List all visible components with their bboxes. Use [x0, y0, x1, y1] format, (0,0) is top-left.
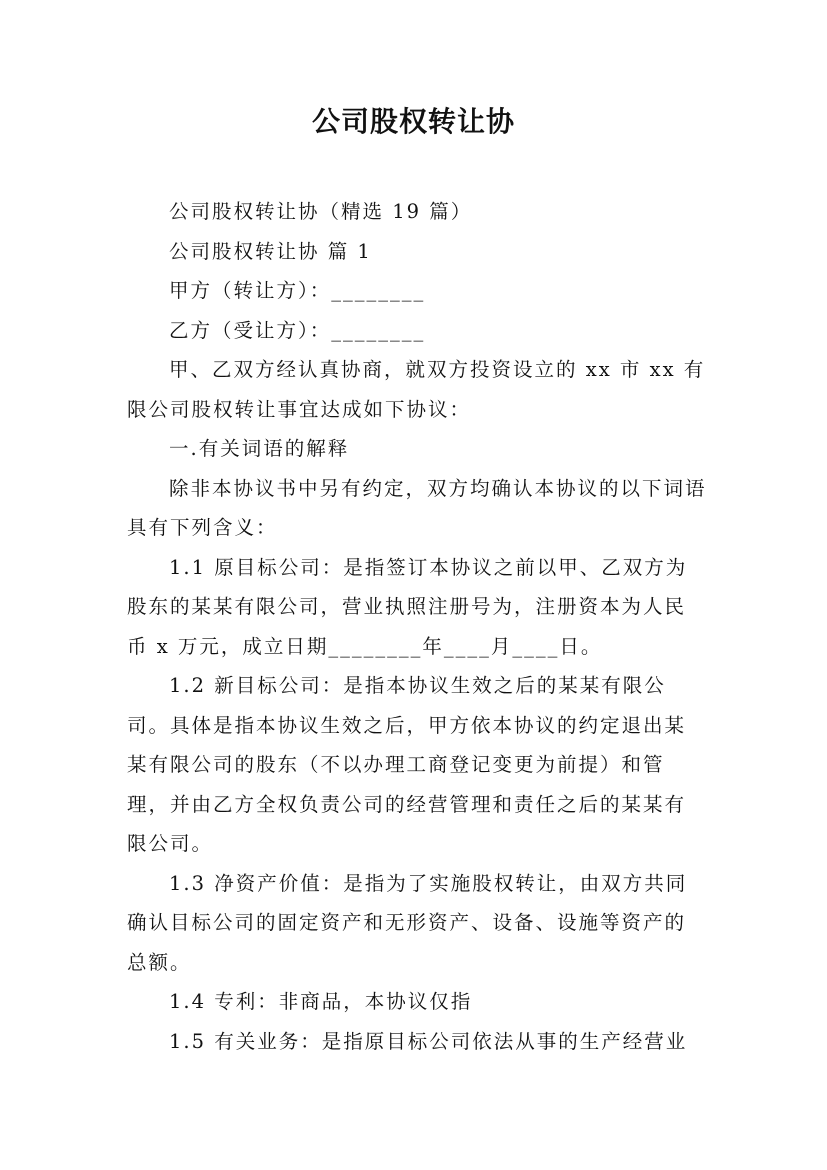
paragraph-clause-1-1: 1.1 原目标公司：是指签订本协议之前以甲、乙双方为股东的某某有限公司，营业执照注册号为，注册资本为人民币 x 万元，成立日期________年____月____日。 — [127, 555, 688, 658]
paragraph-section-heading: 公司股权转让协 篇 1 — [169, 239, 372, 263]
document-body — [127, 192, 707, 1061]
paragraph-party-b: 乙方（受让方）：________ — [169, 318, 426, 342]
paragraph-party-a: 甲方（转让方）：________ — [169, 279, 426, 302]
paragraph-clause-1-3: 1.3 净资产价值：是指为了实施股权转让，由双方共同确认目标公司的固定资产和无形资产、设备、设施等资产的总额。 — [127, 871, 688, 974]
paragraph-subtitle: 公司股权转让协（精选 19 篇） — [169, 200, 473, 223]
paragraph-clause-1-4: 1.4 专利：非商品，本协议仅指 — [169, 990, 473, 1013]
paragraph-preamble: 甲、乙双方经认真协商，就双方投资设立的 xx 市 xx 有限公司股权转让事宜达成如下协议： — [127, 358, 706, 421]
paragraph-clause-1-5: 1.5 有关业务：是指原目标公司依法从事的生产经营业 — [169, 1029, 688, 1053]
paragraph-clause-1-2: 1.2 新目标公司：是指本协议生效之后的某某有限公司。具体是指本协议生效之后，甲方依本协议的约定退出某某有限公司的股东（不以办理工商登记变更为前提）和管理，并由乙方全权负责公司的经营管理和责任之后的某某有限公司。 — [127, 674, 687, 855]
document-title: 公司股权转让协 — [311, 105, 515, 138]
paragraph-definitions-intro: 除非本协议书中另有约定，双方均确认本协议的以下词语具有下列含义： — [127, 476, 707, 539]
paragraph-definitions-heading: 一.有关词语的解释 — [169, 437, 350, 460]
